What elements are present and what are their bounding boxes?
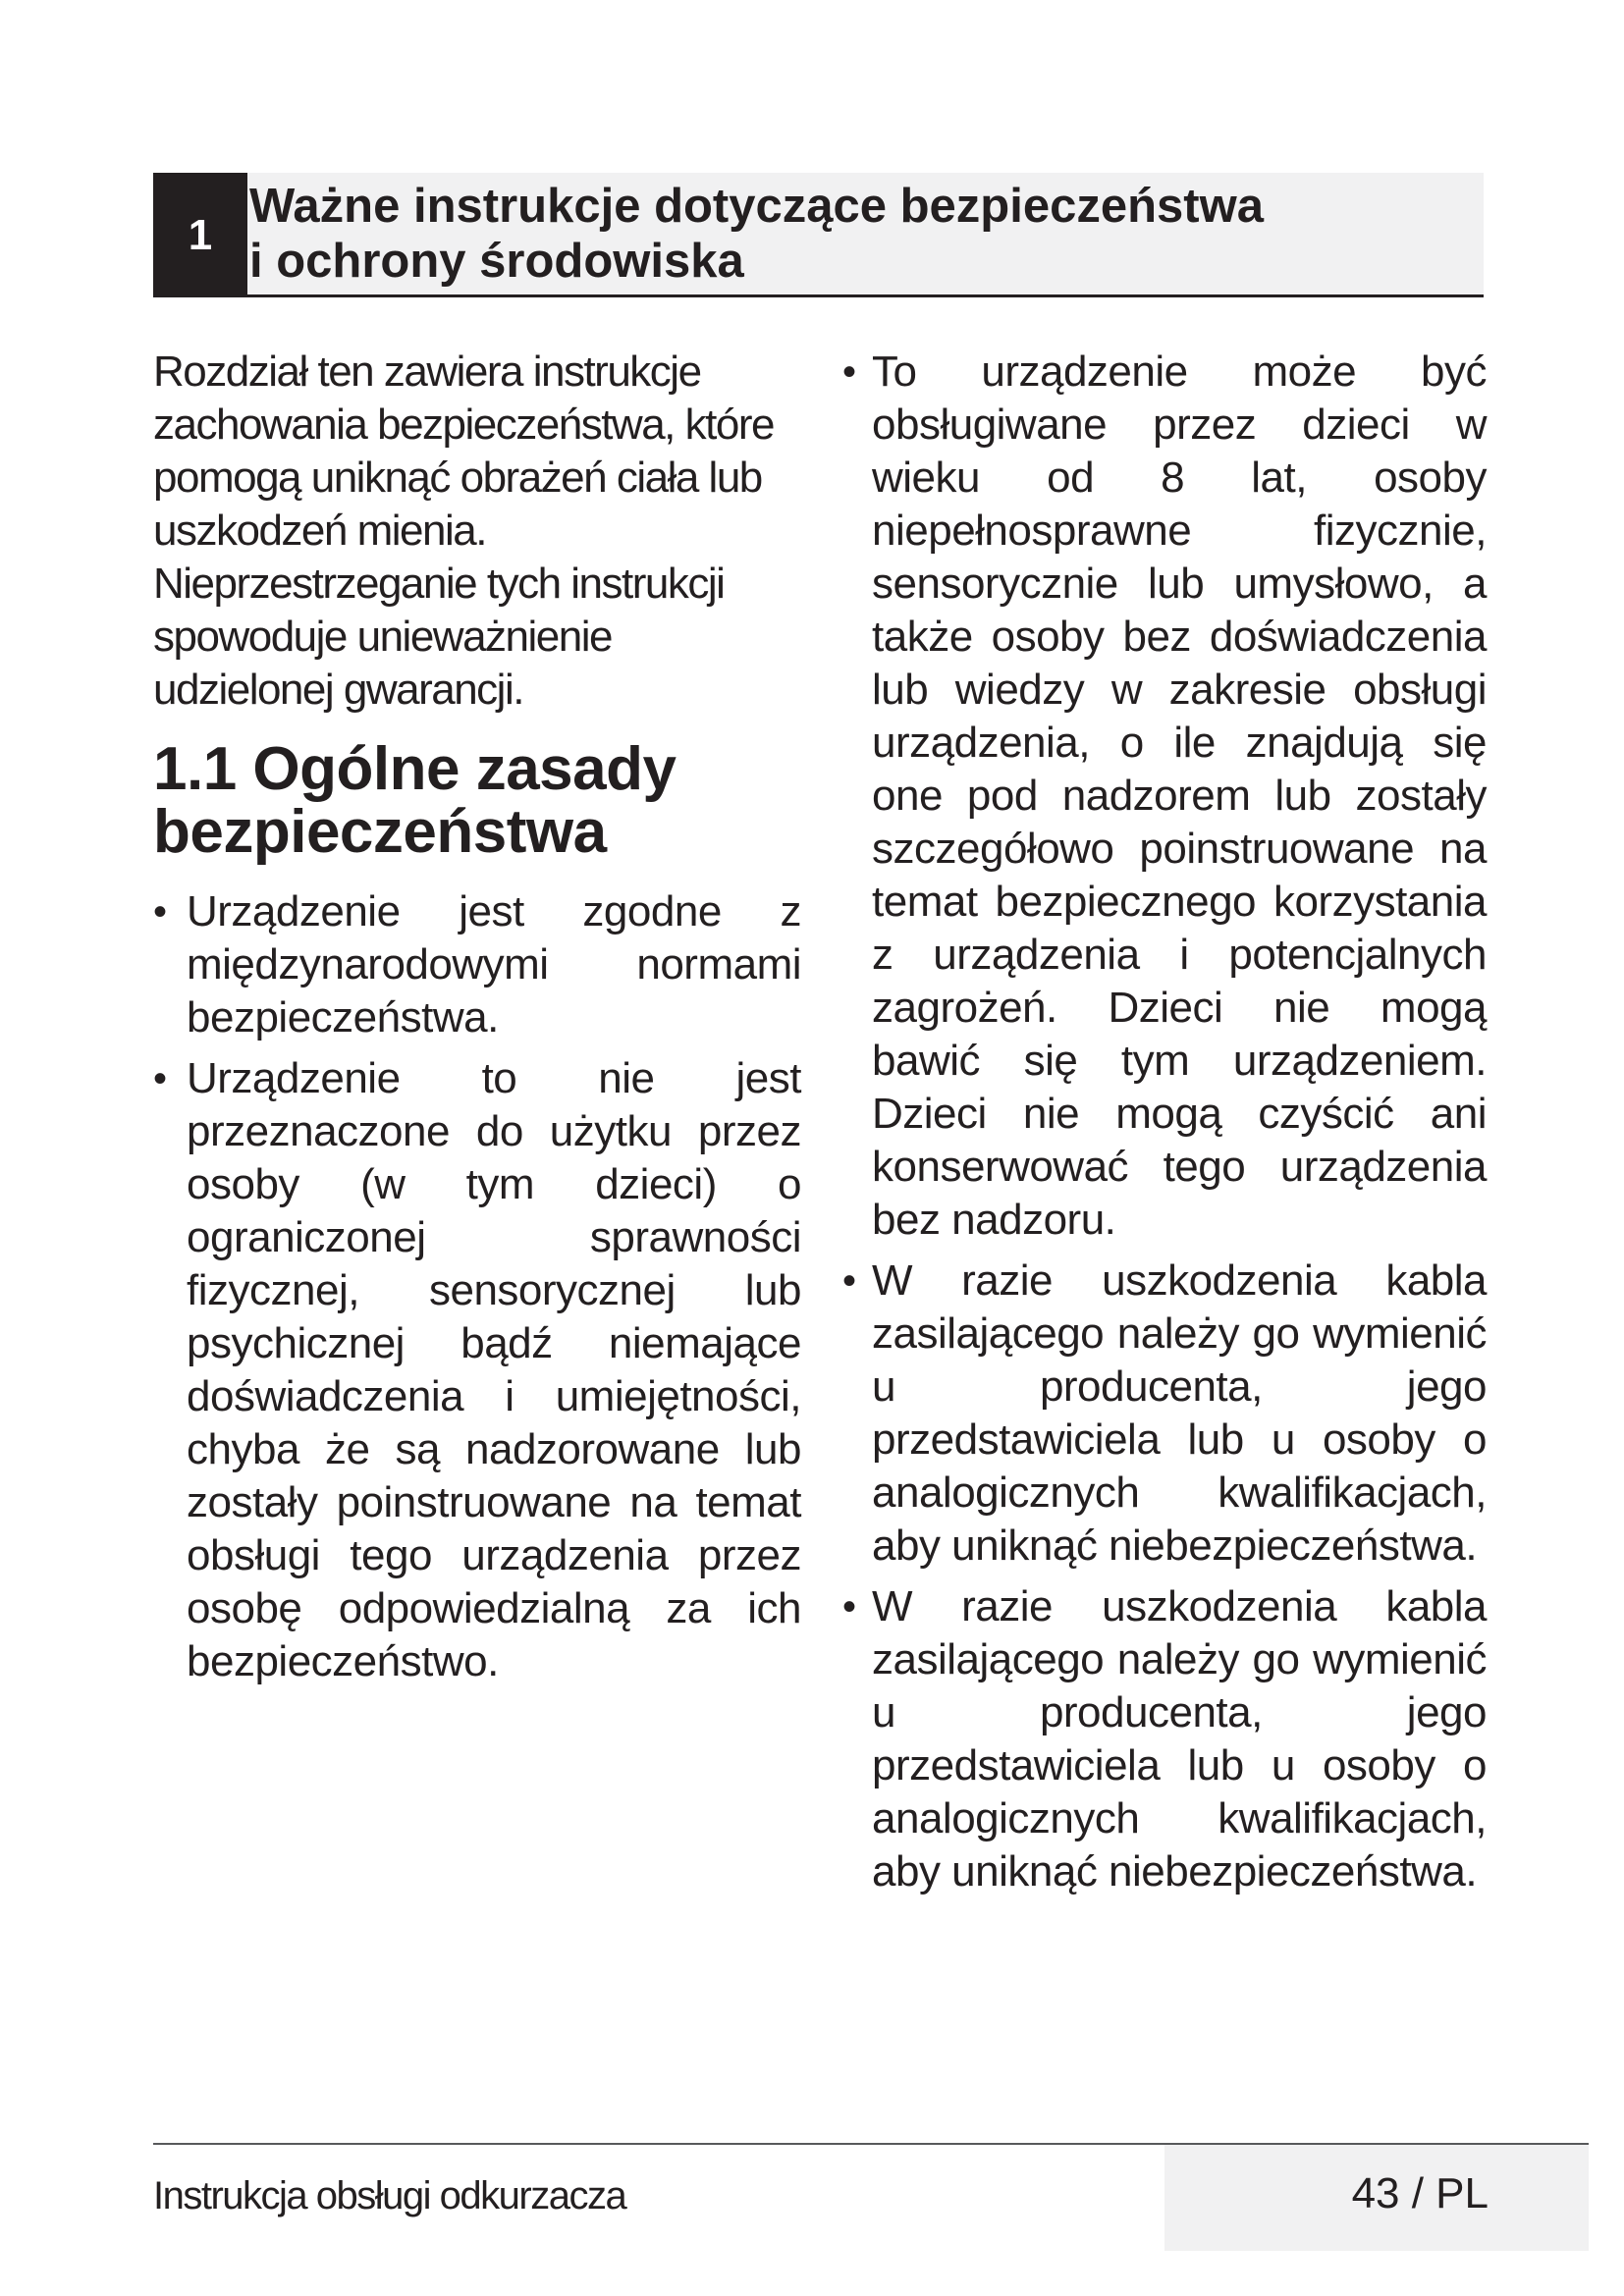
list-item-text: Urządzenie to nie jest przeznaczone do użytku przez osoby (w tym dzieci) o ograniczonej sprawności fizycznej, sensorycznej lub psychicznej bądź niemające doświadczenia i umiejętności, chyba że są nadzorowane lub zostały poinstruowane na temat obsługi tego urządzenia przez osobę odpowiedzialną za ich bezpieczeństwo.: [187, 1054, 801, 1685]
chapter-title-line1: Ważne instrukcje dotyczące bezpieczeństwa: [249, 180, 1264, 233]
chapter-title-line2: i ochrony środowiska: [249, 235, 744, 288]
list-item-text: Urządzenie jest zgodne z międzynarodowymi normami bezpieczeństwa.: [187, 887, 801, 1041]
bullet-icon: •: [842, 1585, 856, 1629]
list-item: [842, 1255, 1487, 1573]
list-item: [153, 1052, 801, 1688]
footer-page-number: 43 / PL: [1351, 2169, 1489, 2217]
chapter-header-rule: [153, 294, 1484, 297]
list-item: [153, 885, 801, 1044]
chapter-header: [153, 173, 1484, 297]
list-item-text: W razie uszkodzenia kabla zasilającego należy go wymienić u producenta, jego przedstawiciela lub u osoby o analogicznych kwalifikacjach, aby uniknąć niebezpieczeństwa.: [872, 1256, 1487, 1570]
list-item-text: To urządzenie może być obsługiwane przez dzieci w wieku od 8 lat, osoby niepełnosprawne fizycznie, sensorycznie lub umysłowo, a także osoby bez doświadczenia lub wiedzy w zakresie obsługi urządzenia, o ile znajdują się one pod nadzorem lub zostały szczegółowo poinstruowane na temat bezpiecznego korzystania z urządzenia i potencjalnych zagrożeń. Dzieci nie mogą bawić się tym urządzeniem. Dzieci nie mogą czyścić ani konserwować tego urządzenia bez nadzoru.: [872, 347, 1487, 1244]
chapter-number: 1: [153, 173, 247, 297]
footer-manual-title: Instrukcja obsługi odkurzacza: [153, 2174, 626, 2217]
bullet-icon: •: [842, 350, 856, 394]
right-column: [842, 346, 1487, 1906]
intro-text: [153, 346, 801, 717]
list-item: [842, 346, 1487, 1247]
safety-list-right: [842, 346, 1487, 1898]
bullet-icon: •: [153, 1057, 167, 1100]
section-heading-line2: bezpieczeństwa: [153, 798, 607, 866]
list-item-text: W razie uszkodzenia kabla zasilającego należy go wymienić u producenta, jego przedstawiciela lub u osoby o analogicznych kwalifikacjach, aby uniknąć niebezpieczeństwa.: [872, 1582, 1487, 1896]
intro-paragraph: Nieprzestrzeganie tych instrukcji spowoduje unieważnienie udzielonej gwarancji.: [153, 560, 725, 714]
list-item: [842, 1580, 1487, 1898]
section-heading-line1: 1.1 Ogólne zasady: [153, 735, 677, 803]
bullet-icon: •: [153, 890, 167, 934]
left-column: [153, 346, 801, 1696]
safety-list-left: [153, 885, 801, 1688]
section-heading: [153, 735, 801, 866]
chapter-title: [249, 179, 1467, 289]
intro-paragraph: Rozdział ten zawiera instrukcje zachowania bezpieczeństwa, które pomogą uniknąć obrażeń ciała lub uszkodzeń mienia.: [153, 347, 774, 555]
bullet-icon: •: [842, 1259, 856, 1303]
